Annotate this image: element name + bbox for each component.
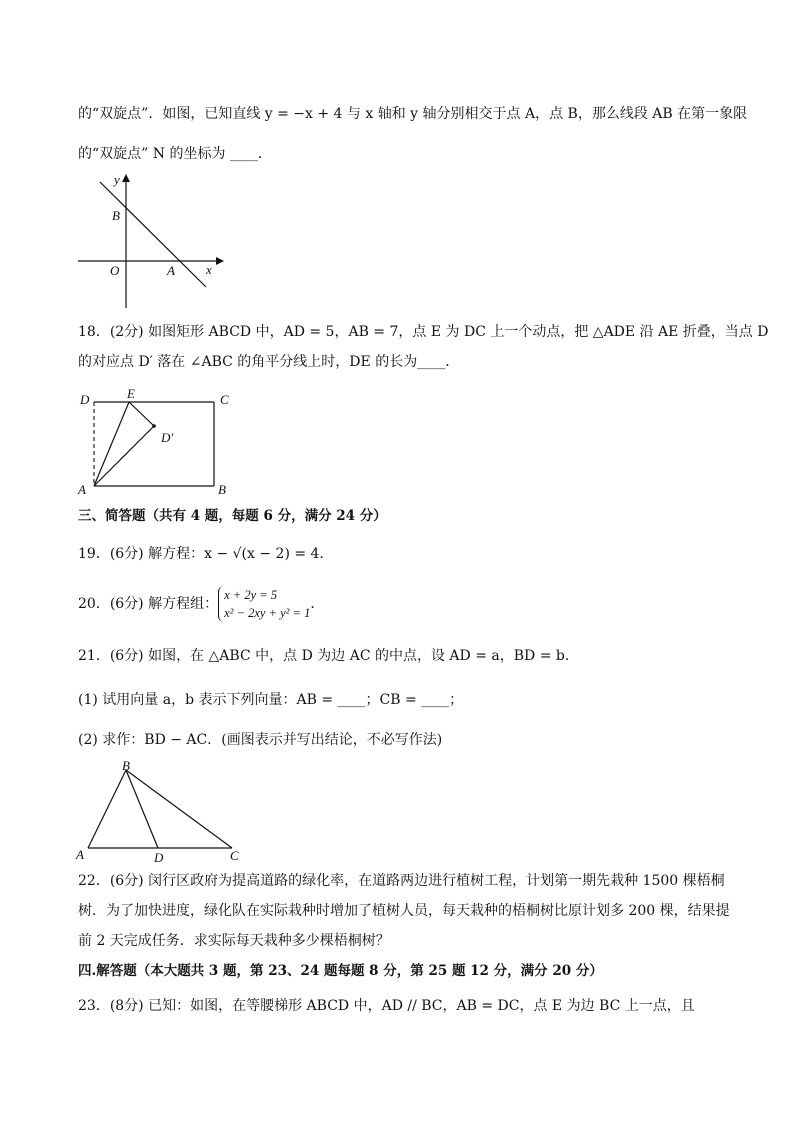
- q19-text: 19．(6分) 解方程：x − √(x − 2) = 4．: [78, 546, 334, 562]
- q20-end: ．: [310, 596, 325, 612]
- q20-equation-2: x² − 2xy + y² = 1: [224, 606, 311, 620]
- q21-text-line-3: (2) 求作：BD − AC．(画图表示并写出结论，不必写作法): [78, 732, 443, 748]
- q20-equation-system: [218, 586, 310, 622]
- q22-text-line-3: 前 2 天完成任务．求实际每天栽种多少棵梧桐树？: [78, 933, 390, 949]
- q17-label-y: y: [114, 172, 120, 187]
- q21-text-line-1: 21．(6分) 如图，在 △ABC 中，点 D 为边 AC 的中点，设 AD = a，BD = b．: [78, 648, 579, 664]
- q21-label-A: A: [76, 847, 84, 862]
- q18-rectangle-figure: [74, 382, 244, 497]
- q21-label-B: B: [122, 758, 130, 773]
- q21-label-D: D: [154, 850, 164, 865]
- q22-text-line-2: 树．为了加快进度，绿化队在实际栽种时增加了植树人员，每天栽种的梧桐树比原计划多 200 棵，结果提: [78, 903, 730, 919]
- section-4-heading: 四.解答题（本大题共 3 题，第 23、24 题每题 8 分，第 25 题 12 分，满分 20 分）: [78, 963, 603, 979]
- q18-label-C: C: [220, 392, 229, 407]
- q23-text: 23．(8分) 已知：如图，在等腰梯形 ABCD 中，AD // BC，AB = DC，点 E 为边 BC 上一点，且: [78, 998, 695, 1014]
- q17-coordinate-figure: [70, 170, 230, 312]
- q22-text-line-1: 22．(6分) 闵行区政府为提高道路的绿化率，在道路两边进行植树工程，计划第一期先栽种 1500 棵梧桐: [78, 873, 725, 889]
- q18-label-B: B: [218, 482, 226, 497]
- q18-text-line-2: 的对应点 D′ 落在 ∠ABC 的角平分线上时，DE 的长为____．: [78, 354, 460, 370]
- q17-text-line-1: 的“双旋点”．如图，已知直线 y = −x + 4 与 x 轴和 y 轴分别相交于点 A，点 B，那么线段 AB 在第一象限: [78, 106, 748, 122]
- q17-label-x: x: [206, 262, 212, 277]
- q20-text: [78, 582, 324, 626]
- q17-label-A: A: [167, 263, 175, 278]
- q17-text-line-2: 的“双旋点” N 的坐标为 ____．: [78, 146, 272, 162]
- q21-text-line-2: (1) 试用向量 a，b 表示下列向量：AB = ____；CB = ____；: [78, 692, 464, 708]
- q21-triangle-figure: [70, 758, 250, 866]
- q20-equation-1: x + 2y = 5: [224, 588, 278, 602]
- q20-label: 20．(6分) 解方程组：: [78, 596, 219, 612]
- q18-label-A: A: [78, 482, 86, 497]
- q18-label-D: D: [80, 392, 90, 407]
- q18-label-E: E: [127, 386, 135, 401]
- section-3-heading: 三、简答题（共有 4 题，每题 6 分，满分 24 分）: [78, 508, 387, 524]
- q17-label-O: O: [110, 263, 120, 278]
- q21-label-C: C: [230, 848, 239, 863]
- q18-label-D-prime: D′: [161, 430, 174, 445]
- q17-label-B: B: [112, 208, 120, 223]
- q18-text-line-1: 18．(2分) 如图矩形 ABCD 中，AD = 5，AB = 7，点 E 为 DC 上一个动点，把 △ADE 沿 AE 折叠，当点 D: [78, 324, 769, 340]
